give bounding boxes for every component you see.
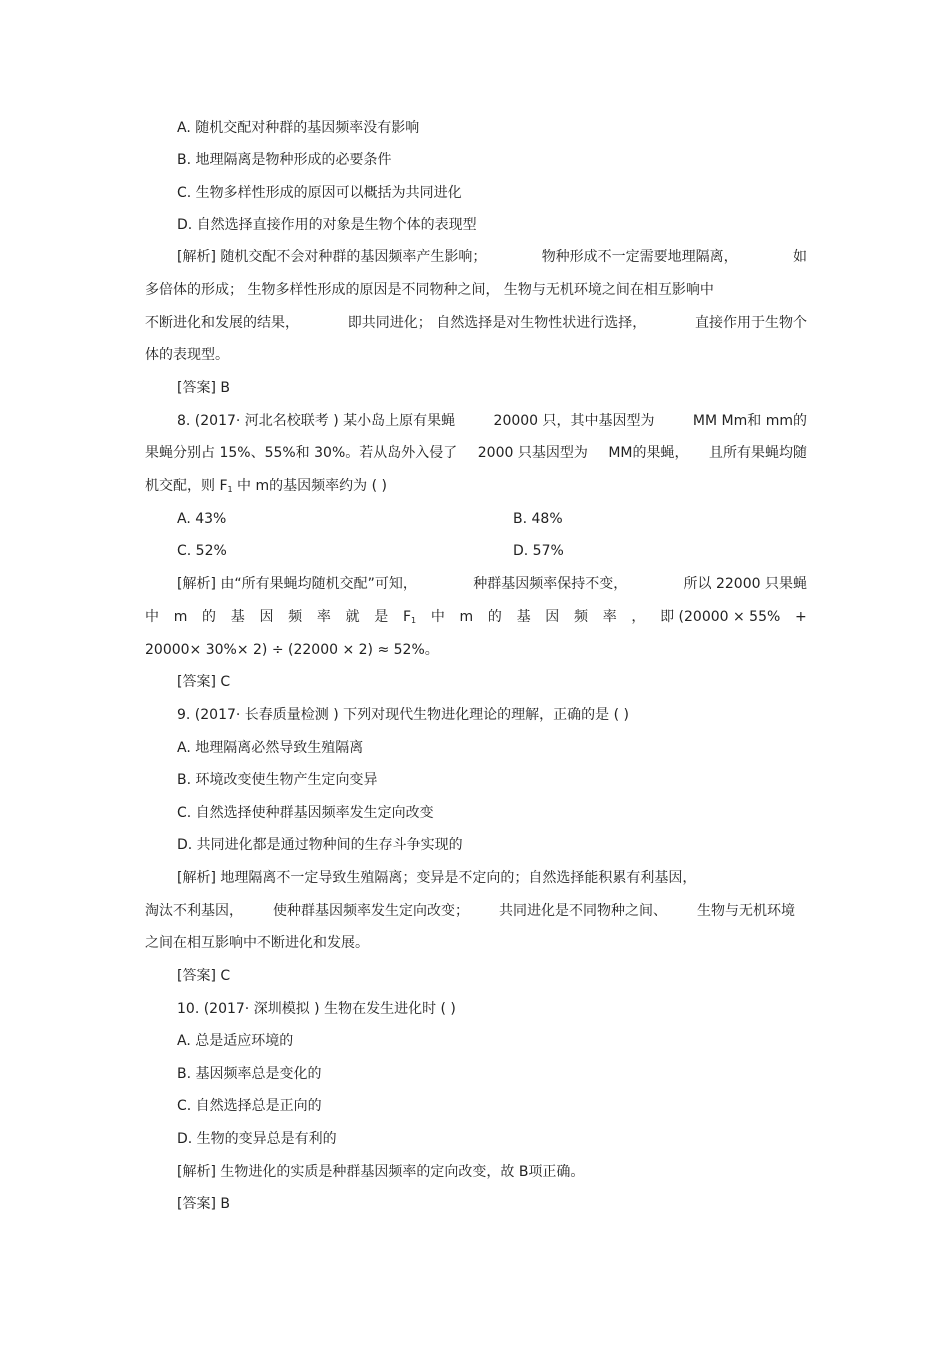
q7-analysis-line1: [解析] 随机交配不会对种群的基因频率产生影响； 物种形成不一定需要地理隔离， 如	[177, 249, 807, 265]
q8-stem-line1: 8. (2017· 河北名校联考 ) 某小岛上原有果蝇 20000 只，其中基因型为 MM Mm和 mm的	[177, 413, 807, 429]
q9-option-a: A. 地理隔离必然导致生殖隔离	[177, 740, 364, 756]
q8-analysis-line1: [解析] 由“所有果蝇均随机交配”可知， 种群基因频率保持不变， 所以 22000 只果蝇	[177, 576, 807, 592]
q8-option-c: C. 52%	[177, 543, 227, 559]
q7-option-d: D. 自然选择直接作用的对象是生物个体的表现型	[177, 217, 477, 233]
q9-answer: [答案] C	[177, 968, 231, 984]
q9-option-c: C. 自然选择使种群基因频率发生定向改变	[177, 805, 434, 821]
q10-option-a: A. 总是适应环境的	[177, 1033, 294, 1049]
q8-answer: [答案] C	[177, 674, 231, 690]
q8-option-d: D. 57%	[513, 543, 564, 559]
q7-option-a: A. 随机交配对种群的基因频率没有影响	[177, 120, 420, 136]
q7-analysis-line4: 体的表现型。	[145, 347, 229, 363]
q9-option-b: B. 环境改变使生物产生定向变异	[177, 772, 378, 788]
q8-stem-line3: 机交配，则 $F_1$ 中 m的基因频率约为 ( )	[145, 478, 387, 494]
q9-option-d: D. 共同进化都是通过物种间的生存斗争实现的	[177, 837, 463, 853]
q10-answer: [答案] B	[177, 1196, 230, 1212]
q8-analysis-line2: 中 m 的 基 因 频 率 就 是 $F_1$ 中 m 的 基 因 频 率 ， 即 (20000 × 55% +	[145, 609, 807, 625]
q8-analysis-line3: 20000× 30%× 2) ÷ (22000 × 2) ≈ 52%。	[145, 642, 439, 658]
q10-option-d: D. 生物的变异总是有利的	[177, 1131, 337, 1147]
q7-analysis-line2: 多倍体的形成； 生物多样性形成的原因是不同物种之间， 生物与无机环境之间在相互影响中	[145, 282, 714, 298]
q8-option-b: B. 48%	[513, 511, 563, 527]
q10-stem: 10. (2017· 深圳模拟 ) 生物在发生进化时 ( )	[177, 1001, 456, 1017]
q10-option-c: C. 自然选择总是正向的	[177, 1098, 322, 1114]
q10-option-b: B. 基因频率总是变化的	[177, 1066, 322, 1082]
q9-stem: 9. (2017· 长春质量检测 ) 下列对现代生物进化理论的理解，正确的是 ( )	[177, 707, 629, 723]
q7-answer: [答案] B	[177, 380, 230, 396]
q7-analysis-line3: 不断进化和发展的结果， 即共同进化； 自然选择是对生物性状进行选择， 直接作用于生物个	[145, 315, 807, 331]
q9-analysis-line1: [解析] 地理隔离不一定导致生殖隔离；变异是不定向的；自然选择能积累有利基因，	[177, 870, 697, 886]
q10-analysis: [解析] 生物进化的实质是种群基因频率的定向改变，故 B项正确。	[177, 1164, 585, 1180]
q7-option-b: B. 地理隔离是物种形成的必要条件	[177, 152, 392, 168]
q9-analysis-line2: 淘汰不利基因， 使种群基因频率发生定向改变； 共同进化是不同物种之间、 生物与无机环境	[145, 903, 795, 919]
q8-stem-line2: 果蝇分别占 15%、55%和 30%。若从岛外入侵了 2000 只基因型为 MM的果蝇， 且所有果蝇均随	[145, 445, 807, 461]
q8-option-a: A. 43%	[177, 511, 227, 527]
q9-analysis-line3: 之间在相互影响中不断进化和发展。	[145, 935, 369, 951]
q7-option-c: C. 生物多样性形成的原因可以概括为共同进化	[177, 185, 462, 201]
